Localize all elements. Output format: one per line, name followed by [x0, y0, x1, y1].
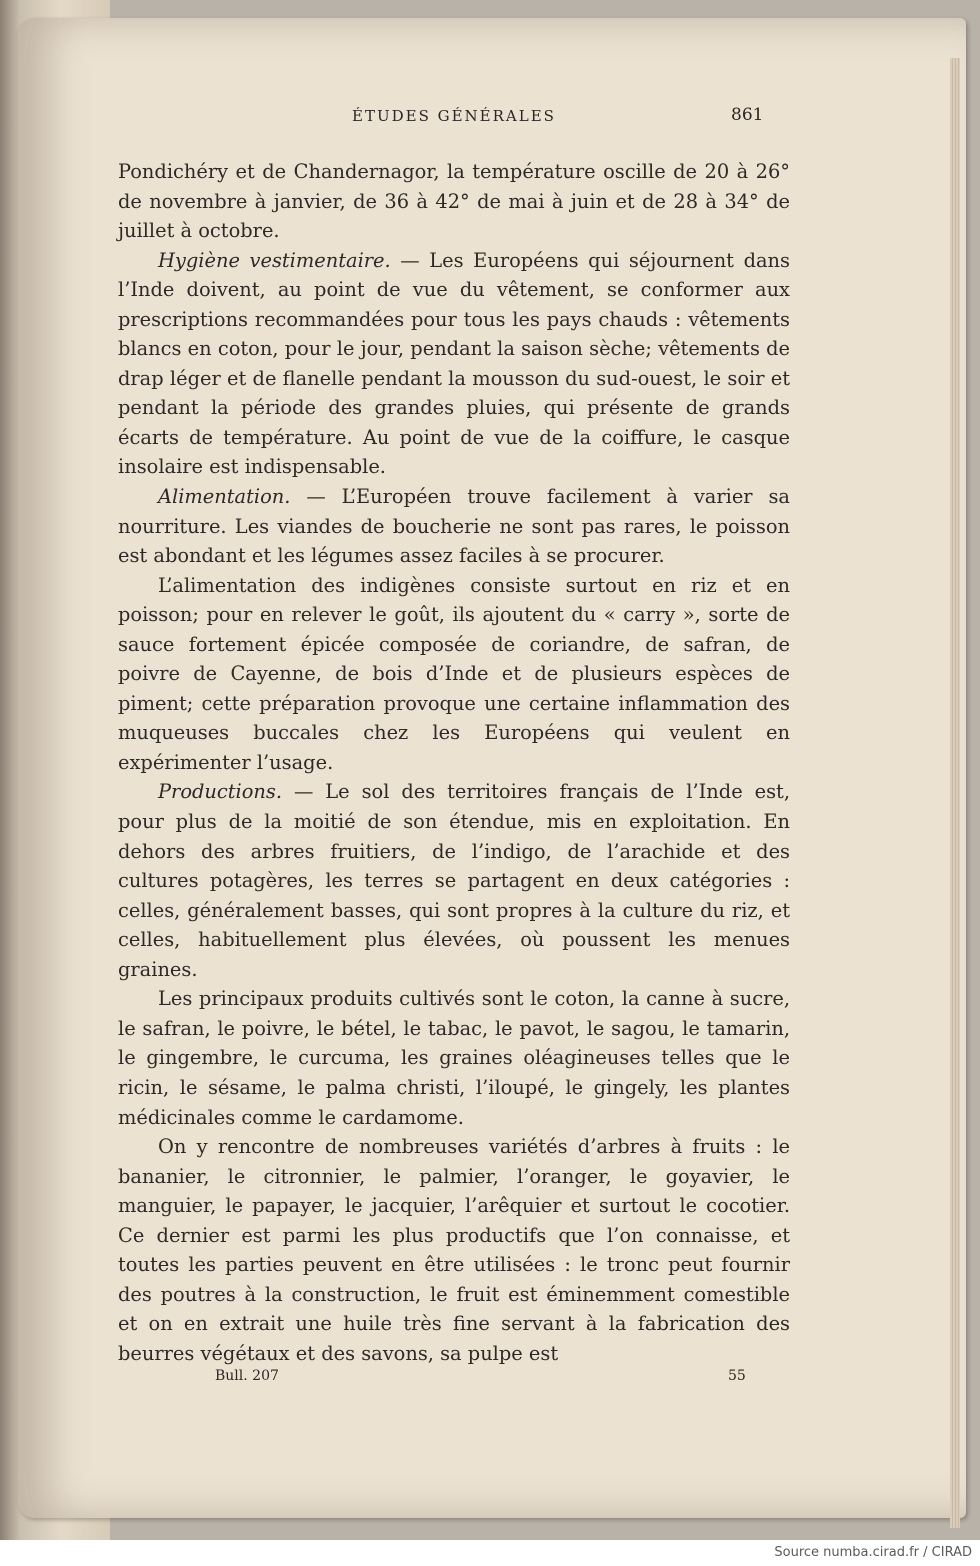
- paragraph-2-lead: Hygiène vestimentaire.: [158, 248, 391, 272]
- paragraph-1: Pondichéry et de Chandernagor, la température oscille de 20 à 26° de novembre à janvier, de 36 à 42° de mai à juin et de 28 à 34° de juillet à octobre.: [118, 160, 790, 243]
- paragraph-3-lead: Alimentation.: [158, 485, 291, 509]
- running-head: [0, 105, 980, 129]
- credit-bar: [0, 1540, 980, 1566]
- paragraph-3: [118, 482, 790, 571]
- paragraph-5: [118, 777, 790, 984]
- body-text: [118, 157, 790, 1368]
- paragraph-7: On y rencontre de nombreuses variétés d’arbres à fruits : le bananier, le citronnier, le palmier, l’oranger, le goyavier, le manguier, le papayer, le jacquier, l’arêquier et surtout le cocotier. Ce dernier est parmi les plus productifs que l’on connaisse, et toutes les parties peuvent en être utilisées : le tronc peut fournir des poutres à la construction, le fruit est éminemment comestible et on en extrait une huile très fine servant à la fabrication des beurres végétaux et des savons, sa pulpe est: [118, 1135, 790, 1365]
- paragraph-4: L’alimentation des indigènes consiste surtout en riz et en poisson; pour en relever le goût, ils ajoutent du « carry », sorte de sauce fortement épicée composée de coriandre, de safran, de poivre de Cayenne, de bois d’Inde et de plusieurs espèces de piment; cette préparation provoque une certaine inflammation des muqueuses buccales chez les Européens qui veulent en expérimenter l’usage.: [118, 573, 790, 774]
- page-footer: [0, 1368, 980, 1392]
- paragraph-5-lead: Productions.: [158, 780, 283, 804]
- paragraph-3-text: — L’Européen trouve facilement à varier sa nourriture. Les viandes de boucherie ne sont pas rares, le poisson est abondant et les légumes assez faciles à se procurer.: [118, 485, 790, 568]
- source-credit: Source numba.cirad.fr / CIRAD: [774, 1545, 972, 1560]
- paragraph-6: Les principaux produits cultivés sont le coton, la canne à sucre, le safran, le poivre, le bétel, le tabac, le pavot, le sagou, le tamarin, le gingembre, le curcuma, les graines oléagineuses telles que le ricin, le sésame, le palma christi, l’iloupé, le gingely, les plantes médicinales comme le cardamome.: [118, 987, 790, 1129]
- paragraph-2-text: — Les Européens qui séjournent dans l’Inde doivent, au point de vue du vêtement, se conformer aux prescriptions recommandées pour tous les pays chauds : vêtements blancs en coton, pour le jour, pendant la saison sèche; vêtements de drap léger et de flanelle pendant la mousson du sud-ouest, le soir et pendant la période des grandes pluies, qui présente de grands écarts de température. Au point de vue de la coiffure, le casque insolaire est indispensable.: [118, 248, 790, 479]
- paragraph-5-text: — Le sol des territoires français de l’Inde est, pour plus de la moitié de son étendue, mis en exploitation. En dehors des arbres fruitiers, de l’indigo, de l’arachide et des cultures potagères, les terres se partagent en deux catégories : celles, généralement basses, qui sont propres à la culture du riz, et celles, habituellement plus élevées, où poussent les menues graines.: [118, 780, 790, 981]
- signature-mark: 55: [728, 1368, 746, 1384]
- page-edge: [950, 58, 960, 1528]
- paragraph-2: [118, 246, 790, 482]
- page-number: 861: [731, 105, 764, 125]
- bulletin-number: Bull. 207: [215, 1368, 279, 1384]
- running-title: ÉTUDES GÉNÉRALES: [352, 107, 556, 125]
